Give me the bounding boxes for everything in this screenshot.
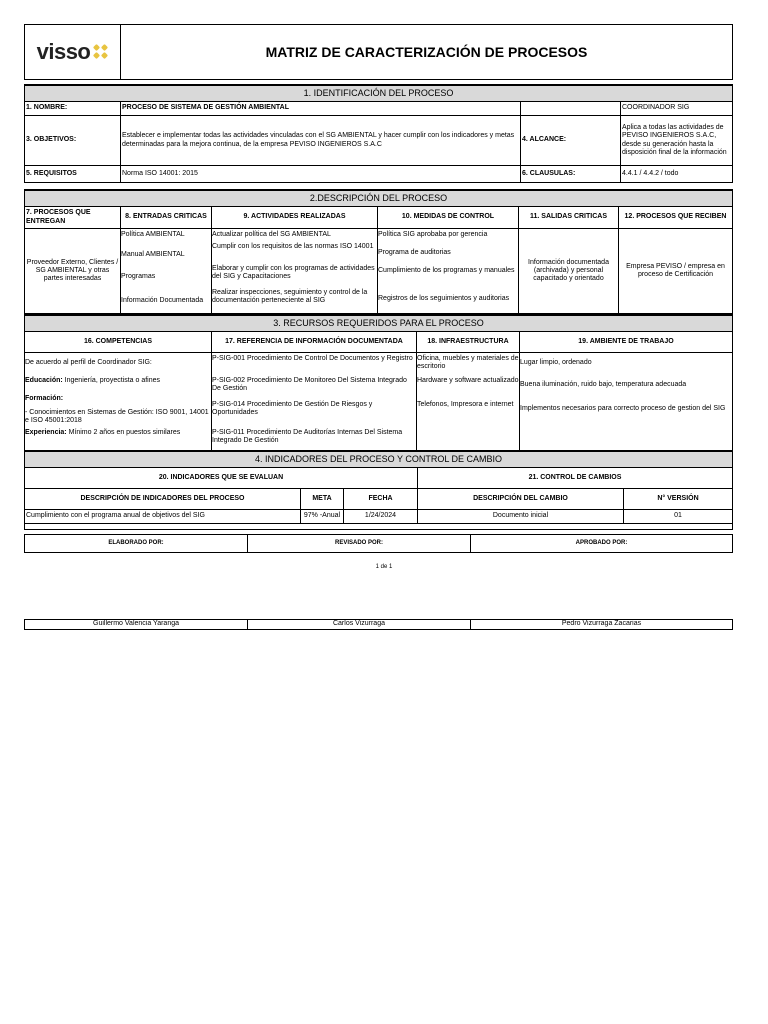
aprobado-label: APROBADO POR: [471,535,733,553]
section-descripcion [24,189,733,314]
col-salidas: 11. SALIDAS CRITICAS [519,207,619,229]
indicador-meta: 97% -Anual [301,510,344,524]
col-referencia: 17. REFERENCIA DE INFORMACIÓN DOCUMENTADA [212,332,417,353]
responsable-label [521,102,621,116]
version-value: 01 [624,510,733,524]
col-indicadores: 20. INDICADORES QUE SE EVALUAN [25,468,418,489]
col-procesos-entregan: 7. PROCESOS QUE ENTREGAN [25,207,121,229]
list-item: P-SIG-011 Procedimiento De Auditorías Internas Del Sistema Integrado De Gestión [212,429,403,445]
salidas-value: Información documentada (archivada) y personal capacitado y orientado [519,229,619,314]
list-item: P-SIG-002 Procedimiento De Monitoreo Del Sistema Integrado De Gestión [212,377,407,393]
entregan-value: Proveedor Externo, Clientes / SG AMBIENTAL y otras partes interesadas [25,229,121,314]
header-table [24,24,733,80]
list-item: P-SIG-001 Procedimiento De Control De Documentos y Registro [212,355,413,362]
list-item: Oficina, muebles y materiales de escritorio [417,355,519,371]
objetivos-value: Establecer e implementar todas las actividades vinculadas con el SG AMBIENTAL y hacer cumplir con los indicadores y metas determinadas para la mejora continua, de la empresa PEVISO INGENIEROS S.A.C [121,116,521,166]
nombre-label: 1. NOMBRE: [25,102,121,116]
table-row [25,510,733,524]
page-title: MATRIZ DE CARACTERIZACIÓN DE PROCESOS [121,25,733,80]
section-3-title: 3. RECURSOS REQUERIDOS PARA EL PROCESO [25,315,733,332]
col-meta: META [301,489,344,510]
list-item: Política AMBIENTAL [121,231,185,238]
list-item: Buena iluminación, ruido bajo, temperatura adecuada [520,381,687,388]
page-number: 1 de 1 [375,564,393,570]
responsable-value: COORDINADOR SIG [621,102,733,116]
competencia-formacion-value: - Conocimientos en Sistemas de Gestión: ISO 9001, 14001 e ISO 45001:2018 [25,409,209,425]
competencia-educacion-value: Ingeniería, proyectista o afines [62,377,161,384]
elaborado-label: ELABORADO POR: [25,535,248,553]
nombre-value: PROCESO DE SISTEMA DE GESTIÓN AMBIENTAL [121,102,521,116]
col-infraestructura: 18. INFRAESTRUCTURA [417,332,520,353]
col-desc-indicadores: DESCRIPCIÓN DE INDICADORES DEL PROCESO [25,489,301,510]
competencia-experiencia-label: Experiencia: [25,429,67,436]
aprobado-name: Pedro Vizurraga Zacarias [471,620,733,630]
list-item: Actualizar política del SG AMBIENTAL [212,231,331,238]
document [24,24,733,553]
list-item: Manual AMBIENTAL [121,251,185,258]
col-ambiente: 19. AMBIENTE DE TRABAJO [520,332,733,353]
col-entradas: 8. ENTRADAS CRITICAS [121,207,212,229]
section-4-title: 4. INDICADORES DEL PROCESO Y CONTROL DE CAMBIO [25,452,733,468]
col-version: N° VERSIÓN [624,489,733,510]
list-item: Realizar inspecciones, seguimiento y control de la documentación perteneciente al SIG [212,289,368,305]
col-medidas: 10. MEDIDAS DE CONTROL [378,207,519,229]
competencia-formacion-label: Formación: [25,395,64,402]
clausulas-value: 4.4.1 / 4.4.2 / todo [621,166,733,183]
logo [25,25,121,80]
alcance-label: 4. ALCANCE: [521,116,621,166]
competencia-experiencia-value: Mínimo 2 años en puestos similares [66,429,181,436]
logo-mark-icon [94,45,108,59]
competencia-perfil: De acuerdo al perfil de Coordinador SIG: [25,359,152,366]
list-item: Política SIG aprobaba por gerencia [378,231,488,238]
list-item: Programa de auditorias [378,249,451,256]
indicador-desc: Cumplimiento con el programa anual de objetivos del SIG [25,510,301,524]
reciben-value: Empresa PEVISO / empresa en proceso de Certificación [619,229,733,314]
list-item: Hardware y software actualizado [417,377,519,384]
clausulas-label: 6. CLAUSULAS: [521,166,621,183]
cambio-desc: Documento inicial [418,510,624,524]
revisado-label: REVISADO POR: [248,535,471,553]
requisitos-value: Norma ISO 14001: 2015 [121,166,521,183]
col-competencias: 16. COMPETENCIAS [25,332,212,353]
list-item: Registros de los seguimientos y auditorias [378,295,510,302]
competencia-educacion-label: Educación: [25,377,63,384]
col-actividades: 9. ACTIVIDADES REALIZADAS [212,207,378,229]
section-1-title: 1. IDENTIFICACIÓN DEL PROCESO [25,85,733,102]
section-identificacion [24,84,733,183]
elaborado-name: Guillermo Valencia Yaranga [25,620,248,630]
list-item: Telefonos, Impresora e internet [417,401,514,408]
list-item: Programas [121,273,156,280]
objetivos-label: 3. OBJETIVOS: [25,116,121,166]
signatures-table [24,619,733,630]
col-desc-cambio: DESCRIPCIÓN DEL CAMBIO [418,489,624,510]
spacer [25,524,733,530]
alcance-value: Aplica a todas las actividades de PEVISO INGENIEROS S.A.C, desde su generación hasta la disposición final de la información [621,116,733,166]
requisitos-label: 5. REQUISITOS [25,166,121,183]
list-item: Cumplimiento de los programas y manuales [378,267,515,274]
list-item: Lugar limpio, ordenado [520,359,592,366]
list-item: Implementos necesarios para correcto proceso de gestion del SIG [520,405,726,412]
indicador-fecha: 1/24/2024 [344,510,418,524]
list-item: Información Documentada [121,297,204,304]
section-indicadores [24,451,733,530]
approvals-table [24,534,733,553]
col-procesos-reciben: 12. PROCESOS QUE RECIBEN [619,207,733,229]
section-2-title: 2.DESCRIPCIÓN DEL PROCESO [25,190,733,207]
revisado-name: Carlos Vizurraga [248,620,471,630]
list-item: Elaborar y cumplir con los programas de actividades del SIG y Capacitaciones [212,265,375,281]
list-item: P-SIG-014 Procedimiento De Gestión De Riesgos y Oportunidades [212,401,373,417]
logo-text: visso [36,39,91,65]
list-item: Cumplir con los requisitos de las normas ISO 14001 [212,243,374,250]
col-fecha: FECHA [344,489,418,510]
col-control-cambios: 21. CONTROL DE CAMBIOS [418,468,733,489]
section-recursos [24,314,733,451]
